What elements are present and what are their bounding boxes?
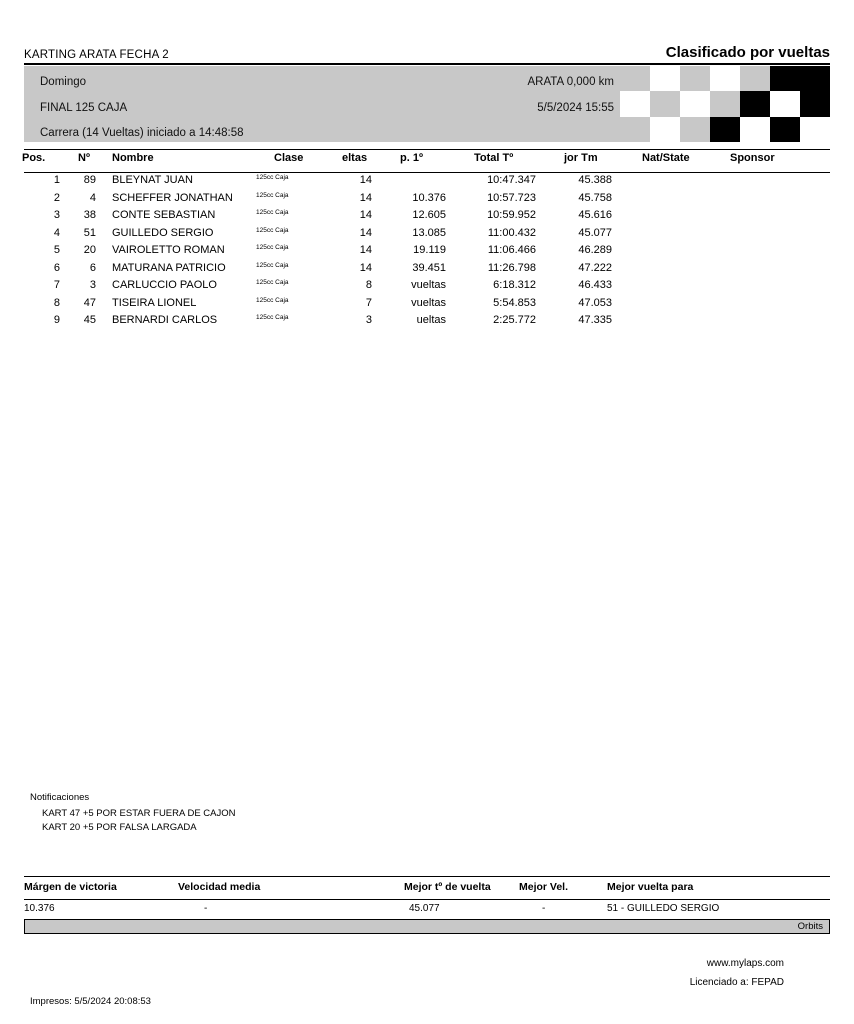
cell-laps: 14 [359,226,372,239]
cell-best-time: 46.289 [578,244,612,256]
cell-best-time: 47.335 [578,314,612,326]
summary-divider [24,899,830,900]
summary-header-best-speed: Mejor Vel. [519,881,569,893]
cell-gap: vueltas [411,279,446,291]
cell-number: 89 [83,174,96,186]
cell-class: 125cc Caja [256,314,289,321]
cell-number: 4 [89,191,96,204]
checker-cell [740,91,770,116]
checker-cell [680,91,710,116]
cell-laps: 14 [359,244,372,256]
report-title: Clasificado por vueltas [665,44,830,61]
cell-driver-name: CONTE SEBASTIAN [112,209,216,221]
column-header-name: Nombre [112,152,154,164]
summary-value-best-for: 51 - GUILLEDO SERGIO [607,903,720,914]
checker-cell [770,91,800,116]
checker-cell [800,117,830,142]
notifications-title: Notificaciones [30,792,90,803]
checker-cell [740,66,770,91]
checker-cell [770,66,800,91]
cell-total-time: 11:26.798 [487,261,536,274]
checker-cell [740,117,770,142]
cell-total-time: 2:25.772 [493,314,536,326]
cell-laps: 14 [359,261,372,274]
cell-gap: 10.376 [412,191,446,204]
summary-header-speed: Velocidad media [178,881,261,893]
cell-driver-name: SCHEFFER JONATHAN [112,191,233,204]
column-header-laps: eltas [342,152,368,164]
cell-number: 3 [89,279,96,291]
cell-class: 125cc Caja [256,261,289,269]
cell-number: 45 [83,314,96,326]
cell-best-time: 45.388 [578,174,612,186]
cell-class: 125cc Caja [256,209,289,216]
summary-value-best-lap: 45.077 [409,903,440,914]
cell-laps: 14 [359,191,372,204]
cell-gap: 12.605 [412,209,446,221]
cell-total-time: 10:59.952 [487,209,536,221]
cell-best-time: 47.053 [578,296,612,309]
cell-driver-name: BLEYNAT JUAN [112,174,193,186]
cell-class: 125cc Caja [256,226,289,234]
cell-number: 38 [83,209,96,221]
table-row [24,244,830,262]
checker-cell [650,117,680,142]
cell-class: 125cc Caja [256,296,289,304]
checker-cell [770,117,800,142]
info-race: Carrera (14 Vueltas) iniciado a 14:48:58 [40,127,244,139]
cell-best-time: 45.758 [578,191,612,204]
checker-cell [620,66,650,91]
race-info-band [24,66,830,142]
summary-header-best-for: Mejor vuelta para [607,881,694,893]
summary-top-rule [24,876,830,877]
table-row [24,262,830,280]
footer-url: www.mylaps.com [706,958,784,969]
cell-best-time: 45.616 [578,209,612,221]
cell-position: 8 [53,296,60,309]
checker-cell [650,91,680,116]
results-table-body [24,174,830,332]
checker-cell [620,91,650,116]
checker-cell [710,66,740,91]
column-header-nat: Nat/State [642,152,690,164]
cell-driver-name: TISEIRA LIONEL [112,296,197,309]
cell-number: 51 [83,226,96,239]
cell-total-time: 11:06.466 [487,244,536,256]
cell-gap: 39.451 [412,261,446,274]
cell-position: 9 [53,314,60,326]
info-day: Domingo [40,76,87,88]
cell-best-time: 45.077 [578,226,612,239]
cell-total-time: 10:57.723 [487,191,536,204]
cell-total-time: 10:47.347 [487,174,536,186]
event-title: KARTING ARATA FECHA 2 [24,49,169,61]
cell-number: 20 [83,244,96,256]
table-top-rule [24,149,830,150]
info-datetime: 5/5/2024 15:55 [537,102,614,114]
table-header [24,152,830,170]
summary-header-best-lap: Mejor tº de vuelta [404,881,491,893]
orbits-brand-bar [24,919,830,934]
checker-cell [710,117,740,142]
checkered-flag-icon [620,66,830,142]
cell-position: 3 [53,209,60,221]
column-header-total: Total Tº [474,152,514,164]
cell-driver-name: MATURANA PATRICIO [112,261,226,274]
table-row [24,297,830,315]
checker-cell [800,91,830,116]
info-category: FINAL 125 CAJA [40,102,128,114]
orbits-label: Orbits [797,921,823,932]
notification-item: KART 47 +5 POR ESTAR FUERA DE CAJON [42,808,236,819]
cell-gap: vueltas [411,296,446,309]
column-header-pos: Pos. [22,152,46,164]
summary-value-speed: - [204,903,208,914]
table-row [24,227,830,245]
summary-value-margin: 10.376 [24,903,55,914]
checker-cell [620,117,650,142]
cell-driver-name: CARLUCCIO PAOLO [112,279,217,291]
summary-value-best-speed: - [542,903,546,914]
column-header-class: Clase [274,152,304,164]
info-track: ARATA 0,000 km [527,76,614,88]
cell-gap: ueltas [416,314,446,326]
column-header-best: jor Tm [564,152,598,164]
cell-total-time: 11:00.432 [487,226,536,239]
footer-license: Licenciado a: FEPAD [689,977,784,988]
cell-laps: 3 [365,314,372,326]
cell-class: 125cc Caja [256,191,289,199]
notifications-block [30,792,236,836]
cell-gap: 19.119 [413,244,446,256]
table-header-rule [24,172,830,173]
column-header-number: Nº [78,152,90,164]
table-row [24,192,830,210]
summary-values [24,903,830,919]
cell-class: 125cc Caja [256,174,289,181]
cell-position: 5 [53,244,60,256]
document-header [24,44,830,61]
table-row [24,279,830,297]
cell-driver-name: GUILLEDO SERGIO [112,226,214,239]
cell-position: 7 [53,279,60,291]
summary-header [24,881,830,897]
column-header-gap: p. 1º [400,152,423,164]
cell-position: 1 [53,174,60,186]
cell-position: 2 [53,191,60,204]
cell-driver-name: VAIROLETTO ROMAN [112,244,225,256]
cell-position: 6 [53,261,60,274]
cell-laps: 8 [365,279,372,291]
cell-laps: 7 [365,296,372,309]
cell-total-time: 6:18.312 [493,279,536,291]
table-row [24,174,830,192]
cell-driver-name: BERNARDI CARLOS [112,314,218,326]
cell-gap: 13.085 [412,226,446,239]
header-divider [24,63,830,65]
cell-best-time: 46.433 [578,279,612,291]
notification-item: KART 20 +5 POR FALSA LARGADA [42,822,197,833]
cell-best-time: 47.222 [578,261,612,274]
cell-total-time: 5:54.853 [493,296,536,309]
cell-laps: 14 [359,174,372,186]
summary-header-margin: Márgen de victoria [24,881,117,893]
cell-class: 125cc Caja [256,244,289,251]
cell-number: 6 [89,261,96,274]
checker-cell [710,91,740,116]
table-row [24,314,830,332]
checker-cell [650,66,680,91]
column-header-sponsor: Sponsor [730,152,775,164]
footer-printed: Impresos: 5/5/2024 20:08:53 [30,996,151,1007]
checker-cell [800,66,830,91]
checker-cell [680,66,710,91]
cell-position: 4 [53,226,60,239]
cell-number: 47 [83,296,96,309]
table-row [24,209,830,227]
cell-laps: 14 [359,209,372,221]
cell-class: 125cc Caja [256,279,289,286]
checker-cell [680,117,710,142]
